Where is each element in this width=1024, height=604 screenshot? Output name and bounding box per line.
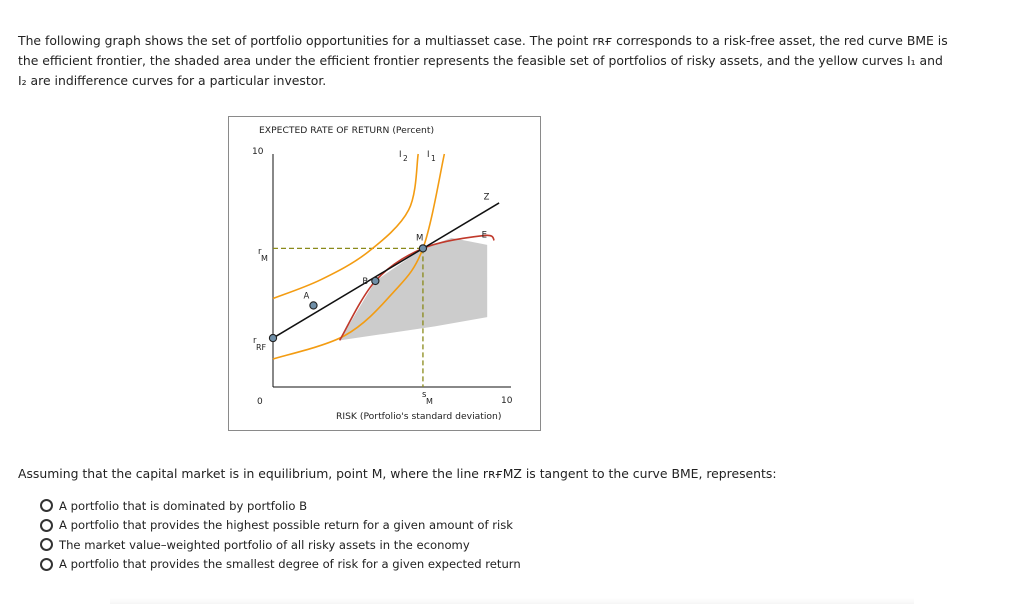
point-label-E: E <box>481 230 488 241</box>
x-axis-title: RISK (Portfolio's standard deviation) <box>336 411 502 422</box>
x-label-sM-sub: M <box>426 397 433 406</box>
point-A <box>310 302 317 309</box>
curve-label-I2: I <box>399 150 402 160</box>
point-M <box>419 245 426 252</box>
option-label: A portfolio that is dominated by portfolio B <box>59 498 308 513</box>
x-tick-10: 10 <box>501 396 513 406</box>
option-dominated-by-b[interactable] <box>40 496 521 516</box>
intro-line-3: I₂ are indifference curves for a particular investor. <box>18 73 327 88</box>
plot-area <box>269 154 499 387</box>
y-tick-10: 10 <box>252 147 264 157</box>
y-axis-title: EXPECTED RATE OF RETURN (Percent) <box>259 125 435 136</box>
radio-button[interactable] <box>40 519 53 532</box>
point-rRF <box>269 334 276 341</box>
y-label-rM-sub: M <box>261 254 268 263</box>
point-label-A: A <box>303 291 310 302</box>
radio-button[interactable] <box>40 558 53 571</box>
point-B <box>372 277 379 284</box>
curve-label-I1-sub: 1 <box>431 154 436 163</box>
option-market-portfolio[interactable] <box>40 535 521 555</box>
point-label-B: B <box>362 276 369 287</box>
x-tick-0: 0 <box>257 397 263 407</box>
intro-line-2: the efficient frontier, the shaded area under the efficient frontier represents the feasible set of portfolios of risky assets, and the yellow curves I₁ and <box>18 53 943 68</box>
answer-options <box>40 496 521 574</box>
portfolio-graph <box>228 116 541 431</box>
question-text: Assuming that the capital market is in equilibrium, point M, where the line rʀғMZ is tangent to the curve BME, represents: <box>18 466 777 481</box>
point-label-Z: Z <box>483 192 490 203</box>
curve-label-I1: I <box>427 150 430 160</box>
radio-button[interactable] <box>40 499 53 512</box>
point-label-M: M <box>415 233 424 244</box>
graph-svg <box>229 117 540 430</box>
x-label-sM: s <box>422 390 427 400</box>
option-smallest-risk[interactable] <box>40 555 521 575</box>
option-label: A portfolio that provides the smallest degree of risk for a given expected return <box>59 557 521 572</box>
y-label-rRF: r <box>253 336 257 346</box>
y-label-rM: r <box>258 247 262 257</box>
intro-paragraph <box>18 31 978 91</box>
option-label: The market value–weighted portfolio of all risky assets in the economy <box>59 537 470 552</box>
bottom-shadow <box>110 598 914 604</box>
y-label-rRF-sub: RF <box>256 343 267 352</box>
radio-button[interactable] <box>40 538 53 551</box>
option-highest-return[interactable] <box>40 516 521 536</box>
intro-line-1: The following graph shows the set of portfolio opportunities for a multiasset case. The point rʀғ corresponds to a risk-free asset, the red curve BME is <box>18 33 948 48</box>
curve-label-I2-sub: 2 <box>403 154 408 163</box>
option-label: A portfolio that provides the highest possible return for a given amount of risk <box>59 518 513 533</box>
